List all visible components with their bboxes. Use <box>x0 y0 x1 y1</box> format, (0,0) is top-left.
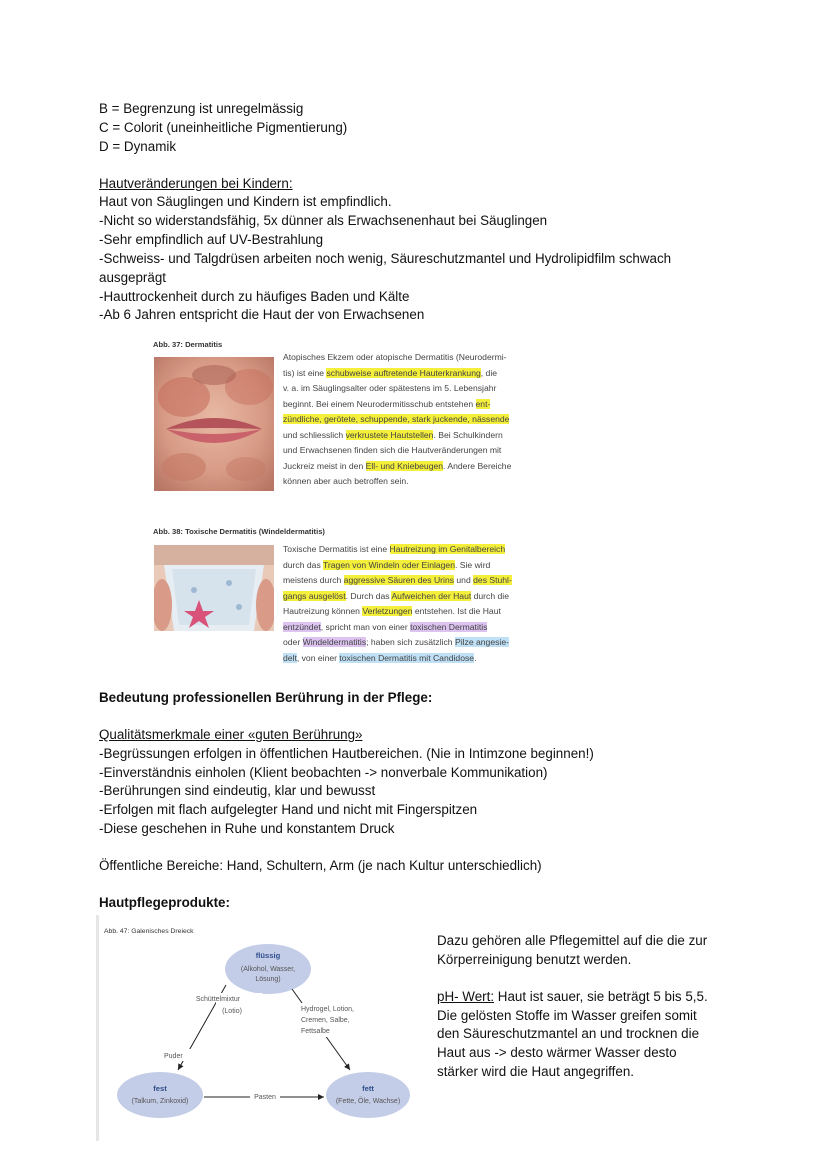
fig37-text-seg: Juckreiz meist in den <box>283 460 366 471</box>
dermatitis-photo <box>154 357 274 491</box>
node-fett-title: fett <box>362 1084 374 1093</box>
kinder-heading: Hautveränderungen bei Kindern: <box>99 176 293 191</box>
beruehrung-subheading: Qualitätsmerkmale einer «guten Berührung» <box>99 727 363 742</box>
beruehrung-line: -Berührungen sind eindeutig, klar und bewusst <box>99 783 376 798</box>
kinder-line: -Schweiss- und Talgdrüsen arbeiten noch wenig, Säureschutzmantel und Hydrolipidfilm schwach <box>99 251 672 266</box>
node-fest <box>117 1072 203 1118</box>
edge-label-schuettelmixtur: Schüttelmixtur <box>195 996 241 1003</box>
fig37-text-seg: , die <box>480 367 498 378</box>
fig38-text-seg: ; haben sich zusätzlich <box>366 637 455 647</box>
fig37-line: v. a. im Säuglingsalter oder spätestens im 5. Lebensjahr <box>283 383 497 393</box>
edge-label-fettsalbe: Fettsalbe <box>301 1028 330 1035</box>
fig38-highlight: delt <box>283 652 297 663</box>
fig37-caption: Abb. 37: Dermatitis <box>153 340 223 349</box>
beruehrung-line: -Diese geschehen in Ruhe und konstantem Druck <box>99 821 395 836</box>
ph-text: Haut ist sauer, sie beträgt 5 bis 5,5. <box>494 989 708 1004</box>
edge-label-hydrogel: Hydrogel, Lotion, <box>301 1006 354 1013</box>
fig38-text-seg: oder <box>283 637 303 647</box>
galenic-triangle-figure <box>96 915 426 1141</box>
fig37-text-seg: beginnt. Bei einem Neurodermitisschub entstehen <box>283 398 476 409</box>
abcd-line-b: B = Begrenzung ist unregelmässig <box>99 101 304 116</box>
figure-edge <box>96 915 99 1141</box>
fig37-text-seg: . Andere Bereiche <box>443 460 512 471</box>
ph-line: Haut aus -> desto wärmer Wasser desto <box>437 1045 677 1060</box>
fig38-text-seg: . Durch das <box>345 590 392 601</box>
beruehrung-line: -Erfolgen mit flach aufgelegter Hand und nicht mit Fingerspitzen <box>99 802 478 817</box>
beruehrung-line: -Einverständnis einholen (Klient beobachten -> nonverbale Kommunikation) <box>99 765 548 780</box>
fig38-highlight: Tragen von Windeln oder Einlagen <box>322 559 455 570</box>
edge-label-puder: Puder <box>164 1053 183 1060</box>
pflege-heading: Hautpflegeprodukte: <box>99 895 230 910</box>
fig37-highlight: verkrustete Hautstellen <box>345 429 434 440</box>
windeldermatitis-photo <box>154 545 274 631</box>
fig37-line <box>283 428 511 444</box>
diagram-caption: Abb. 47: Galenisches Dreieck <box>104 928 194 935</box>
fig37-highlight: Ell- und Kniebeugen <box>365 460 444 471</box>
edge-label-cremen: Cremen, Salbe, <box>301 1017 350 1024</box>
edge-label-lotio: (Lotio) <box>222 1008 242 1015</box>
ph-line: Die gelösten Stoffe im Wasser greifen somit <box>437 1008 697 1023</box>
node-fett <box>326 1072 410 1118</box>
ph-label: pH- Wert: <box>437 989 495 1004</box>
fig38-highlight: Verletzungen <box>362 606 413 616</box>
fig37-line <box>283 412 511 428</box>
fig38-text-seg: . <box>474 652 477 663</box>
fig37-text-seg: tis) ist eine <box>283 367 327 378</box>
fig38-text-seg: , von einer <box>296 652 340 663</box>
ph-line <box>437 987 708 1006</box>
fig37-highlight: zündliche, gerötete, schuppende, stark juckende, nässende <box>283 414 510 424</box>
fig38-text-seg: durch das <box>283 559 323 570</box>
fig38-line <box>283 651 512 667</box>
fig38-highlight: Hautreizung im Genitalbereich <box>389 544 506 554</box>
fig38-text-seg: durch die <box>471 590 509 601</box>
fig38-text <box>283 542 512 666</box>
fig38-caption: Abb. 38: Toxische Dermatitis (Windeldermatitis) <box>153 527 325 536</box>
fig38-text-seg: Hautreizung können <box>283 606 363 616</box>
fig38-text-seg: und <box>454 575 474 585</box>
fig37-line: und Erwachsenen finden sich die Hautveränderungen mit <box>283 445 502 455</box>
fig38-highlight: Pilze angesie- <box>454 637 509 647</box>
abcd-line-d: D = Dynamik <box>99 139 177 154</box>
fig37-text-seg: . Bei Schulkindern <box>433 429 503 440</box>
node-fest-title: fest <box>153 1084 167 1093</box>
fig38-line <box>283 558 512 574</box>
pflege-right-line: Dazu gehören alle Pflegemittel auf die die zur <box>437 933 708 948</box>
node-fluessig-sub: (Alkohol, Wasser, <box>240 966 296 973</box>
kinder-line: -Hauttrockenheit durch zu häufiges Baden und Kälte <box>99 289 410 304</box>
fig37-line: können aber auch betroffen sein. <box>283 476 409 486</box>
node-fest-sub: (Talkum, Zinkoxid) <box>131 1098 189 1105</box>
fig38-highlight: Windeldermatitis <box>302 637 367 647</box>
kinder-line: -Nicht so widerstandsfähig, 5x dünner als Erwachsenenhaut bei Säuglingen <box>99 213 548 228</box>
fig37-line: Atopisches Ekzem oder atopische Dermatitis (Neurodermi- <box>283 352 507 362</box>
fig37-text <box>283 350 511 490</box>
fig38-highlight: Aufweichen der Haut <box>391 590 472 601</box>
fig38-highlight: aggressive Säuren des Urins <box>343 575 455 585</box>
fig38-line <box>283 604 512 620</box>
beruehrung-heading: Bedeutung professionellen Berührung in der Pflege: <box>99 690 433 705</box>
ph-line: den Säureschutzmantel an und trocknen die <box>437 1026 700 1041</box>
fig38-line <box>283 542 512 558</box>
fig38-line <box>283 620 512 636</box>
edge-label-pasten: Pasten <box>254 1094 276 1101</box>
pflege-right-line: Körperreinigung benutzt werden. <box>437 952 632 967</box>
fig38-text-seg: meistens durch <box>283 575 344 585</box>
beruehrung-line: -Begrüssungen erfolgen in öffentlichen Hautbereichen. (Nie in Intimzone beginnen!) <box>99 746 594 761</box>
node-fett-sub: (Fette, Öle, Wachse) <box>335 1098 401 1105</box>
kinder-line: -Ab 6 Jahren entspricht die Haut der von Erwachsenen <box>99 307 425 322</box>
fig37-highlight: ent- <box>475 398 491 409</box>
fig38-highlight: toxischen Dermatitis mit Candidose <box>339 652 475 663</box>
kinder-line: ausgeprägt <box>99 270 167 285</box>
public-areas-line: Öffentliche Bereiche: Hand, Schultern, Arm (je nach Kultur unterschiedlich) <box>99 858 542 873</box>
abcd-line-c: C = Colorit (uneinheitliche Pigmentierung) <box>99 120 348 135</box>
ph-line: stärker wird die Haut angegriffen. <box>437 1064 634 1079</box>
kinder-line: Haut von Säuglingen und Kindern ist empfindlich. <box>99 194 392 209</box>
fig38-highlight: des Stuhl- <box>473 575 512 585</box>
fig37-line <box>283 397 511 413</box>
fig38-line <box>283 589 512 605</box>
fig38-text-seg: , spricht man von einer <box>320 621 411 632</box>
fig37-highlight: schubweise auftretende Hauterkrankung <box>326 367 481 378</box>
kinder-line: -Sehr empfindlich auf UV-Bestrahlung <box>99 232 324 247</box>
fig37-text-seg: und schliesslich <box>283 429 346 440</box>
fig38-line <box>283 573 512 589</box>
node-fluessig-title: flüssig <box>255 951 281 960</box>
fig37-line <box>283 459 511 475</box>
galenic-triangle-diagram <box>96 915 426 1141</box>
fig38-text-seg: . Sie wird <box>455 559 491 570</box>
fig38-highlight: gangs ausgelöst <box>283 590 346 601</box>
fig38-highlight: toxischen Dermatitis <box>410 621 488 632</box>
fig38-line <box>283 635 512 651</box>
fig38-highlight: entzündet <box>283 621 321 632</box>
fig38-text-seg: entstehen. Ist die Haut <box>412 606 501 616</box>
node-fluessig-sub: Lösung) <box>255 976 281 983</box>
fig37-line <box>283 366 511 382</box>
fig38-text-seg: Toxische Dermatitis ist eine <box>283 544 390 554</box>
